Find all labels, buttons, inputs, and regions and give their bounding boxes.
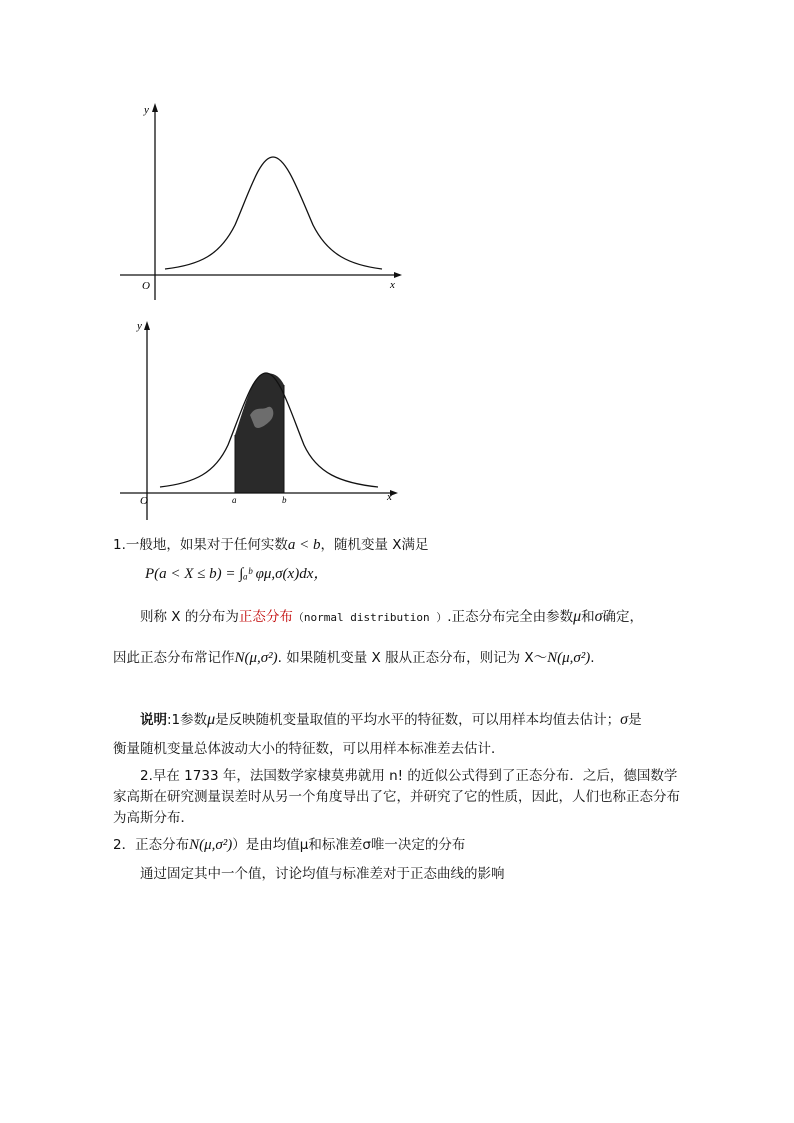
note-line2: 衡量随机变量总体波动大小的特征数，可以用样本标准差去估计． <box>113 741 505 757</box>
x-axis-arrow <box>394 272 402 278</box>
figure-normal-area <box>110 315 420 525</box>
x-axis-label: x <box>387 491 392 503</box>
term-normal-distribution: 正态分布 <box>238 609 293 625</box>
y-axis-label: y <box>144 104 149 116</box>
item2-para: 通过固定其中一个值，讨论均值与标准差对于正态曲线的影响 <box>140 866 505 882</box>
item1-p1-start: 则称 X 的分布为 <box>140 609 239 625</box>
item2-end: ）是由均值μ和标准差σ唯一决定的分布 <box>232 837 466 853</box>
item1-condition: a < b <box>287 537 321 553</box>
note-part1b: 是反映随机变量取值的平均水平的特征数，可以用样本均值去估计； <box>215 712 621 728</box>
note-line1 <box>140 712 642 728</box>
mu-symbol: μ <box>573 608 582 625</box>
item2-start: 2．正态分布 <box>113 837 190 853</box>
origin-label: O <box>140 495 148 507</box>
origin-label: O <box>142 280 150 292</box>
bell-curve <box>165 157 382 269</box>
item1-intro-line <box>113 538 429 553</box>
item1-para2 <box>113 651 595 666</box>
item1-para1 <box>140 609 643 625</box>
note-label: 说明 <box>140 712 167 728</box>
item2-line <box>113 838 465 853</box>
item1-determined: 确定， <box>602 609 644 625</box>
term-english: （normal distribution ） <box>292 611 448 624</box>
y-axis-arrow <box>152 103 158 112</box>
y-axis-label: y <box>137 320 142 332</box>
figure-normal-curve <box>110 95 420 305</box>
probability-formula: P(a < X ≤ b) = ∫ₐᵇ φμ,σ(x)dx， <box>145 566 329 582</box>
note-sigma: σ <box>620 711 629 728</box>
item1-and: 和 <box>581 609 595 625</box>
item1-intro: 1.一般地，如果对于任何实数 <box>113 537 288 553</box>
x-axis-label: x <box>390 279 395 291</box>
note-mu: μ <box>207 711 216 728</box>
item1-p1-end: .正态分布完全由参数 <box>447 609 574 625</box>
note-para2: 2.早在 1733 年，法国数学家棣莫弗就用 n! 的近似公式得到了正态分布．之后，德国数学家高斯在研究测量误差时从另一个角度导出了它，并研究了它的性质，因此，人们也称正态分布为高斯分布． <box>113 768 680 826</box>
normal-notation-2: N(μ,σ²) <box>547 650 591 666</box>
item1-p2-end: . <box>590 650 595 666</box>
y-axis-arrow <box>144 321 150 330</box>
normal-notation: N(μ,σ²) <box>234 650 278 666</box>
item1-p2-mid: . 如果随机变量 X 服从正态分布，则记为 X～ <box>277 650 548 666</box>
shaded-area <box>235 373 284 493</box>
note-part1c: 是 <box>628 712 642 728</box>
a-label: a <box>232 495 237 505</box>
item1-intro-end: ，随机变量 X满足 <box>320 537 429 553</box>
note-part1: :1参数 <box>167 712 208 728</box>
sigma-symbol: σ <box>594 608 603 625</box>
item1-p2-start: 因此正态分布常记作 <box>113 650 235 666</box>
b-label: b <box>282 495 287 505</box>
item2-notation: N(μ,σ²) <box>189 837 233 853</box>
